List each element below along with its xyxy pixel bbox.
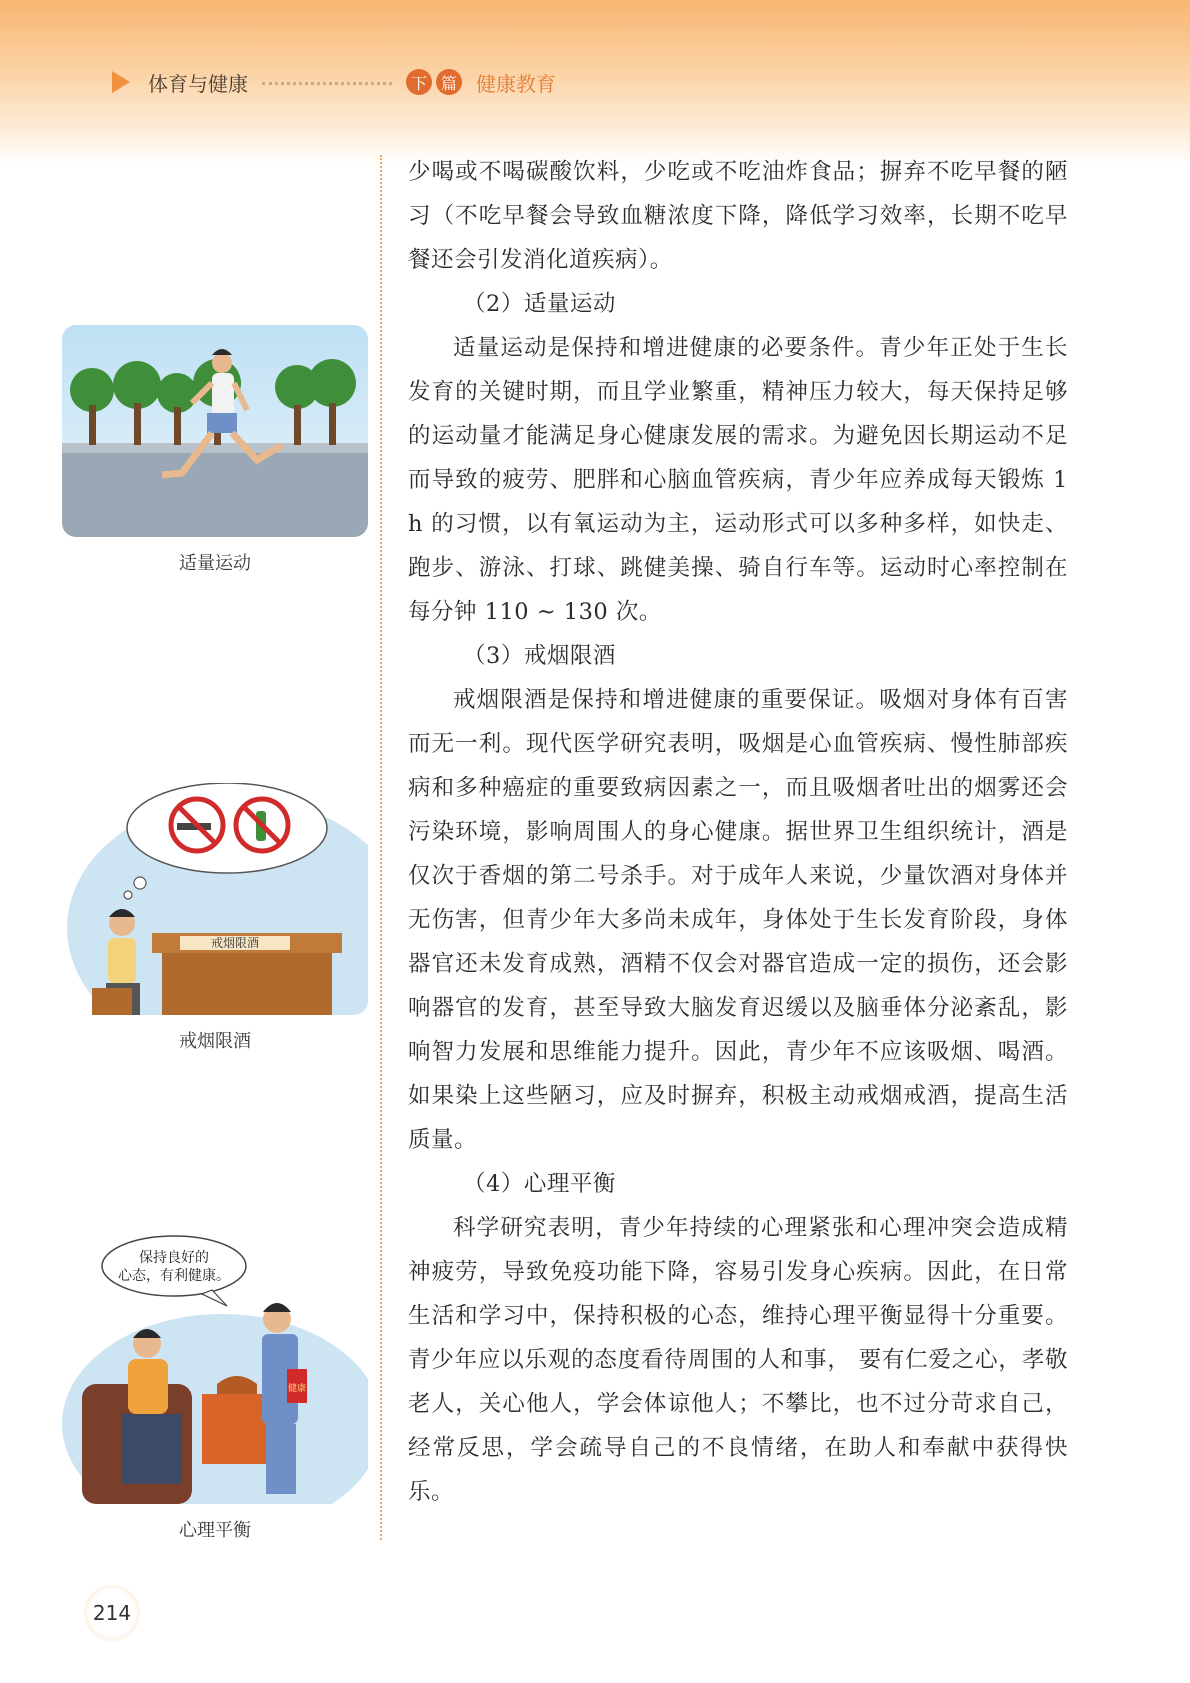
part-badge-2: 篇	[436, 69, 462, 95]
no-smoking-drinking-illustration	[62, 783, 368, 1015]
page-number: 214	[84, 1585, 140, 1641]
figure-mental	[62, 1234, 368, 1542]
caption-exercise: 适量运动	[179, 553, 251, 574]
triangle-marker-icon	[112, 71, 130, 93]
section-name: 健康教育	[476, 71, 556, 96]
part-badge-1: 下	[406, 69, 432, 95]
running-illustration	[62, 325, 368, 537]
speech-line-1: 保持良好的	[139, 1250, 209, 1266]
paragraph-exercise: 适量运动是保持和增进健康的必要条件。青少年正处于生长发育的关键时期，而且学业繁重，精神压力较大，每天保持足够的运动量才能满足身心健康发展的需求。为避免因长期运动不足而导致的疲劳、肥胖和心脑血管疾病，青少年应养成每天锻炼 1 h 的习惯，以有氧运动为主，运动形式可以多种多样，如快走、跑步、游泳、打球、跳健美操、骑自行车等。运动时心率控制在每分钟 110 ~ 130 次。	[408, 335, 1068, 625]
figure-exercise	[62, 325, 368, 575]
main-text	[408, 150, 1068, 1514]
caption-mental: 心理平衡	[179, 1520, 251, 1541]
paragraph-smoking: 戒烟限酒是保持和增进健康的重要保证。吸烟对身体有百害而无一利。现代医学研究表明，吸烟是心血管疾病、慢性肺部疾病和多种癌症的重要致病因素之一，而且吸烟者吐出的烟雾还会污染环境，影响周围人的身心健康。据世界卫生组织统计，酒是仅次于香烟的第二号杀手。对于成年人来说，少量饮酒对身体并无伤害，但青少年大多尚未成年，身体处于生长发育阶段，身体器官还未发育成熟，酒精不仅会对器官造成一定的损伤，还会影响器官的发育，甚至导致大脑发育迟缓以及脑垂体分泌紊乱，影响智力发展和思维能力提升。因此，青少年不应该吸烟、喝酒。如果染上这些陋习，应及时摒弃，积极主动戒烟戒酒，提高生活质量。	[408, 687, 1068, 1153]
heading-mental: （4）心理平衡	[463, 1171, 616, 1197]
book-title: 体育与健康	[148, 71, 248, 96]
heading-exercise: （2）适量运动	[463, 291, 616, 317]
running-header	[112, 64, 556, 100]
figure-smoking	[62, 783, 368, 1053]
no-smoking-icon	[171, 799, 223, 851]
dotted-leader	[262, 80, 392, 85]
column-divider	[380, 155, 382, 1540]
caption-smoking: 戒烟限酒	[179, 1031, 251, 1052]
no-drinking-icon	[236, 799, 288, 851]
book-cover-text: 健康	[287, 1384, 307, 1394]
paragraph-diet: 少喝或不喝碳酸饮料，少吃或不吃油炸食品；摒弃不吃早餐的陋习（不吃早餐会导致血糖浓度下降，降低学习效率，长期不吃早餐还会引发消化道疾病）。	[408, 159, 1068, 273]
heading-smoking: （3）戒烟限酒	[463, 643, 616, 669]
scroll-text: 戒烟限酒	[210, 936, 260, 950]
speech-line-2: 心态，有利健康。	[118, 1268, 230, 1284]
mental-balance-illustration	[62, 1234, 368, 1504]
paragraph-mental: 科学研究表明，青少年持续的心理紧张和心理冲突会造成精神疲劳，导致免疫功能下降，容易引发身心疾病。因此，在日常生活和学习中，保持积极的心态，维持心理平衡显得十分重要。青少年应以乐观的态度看待周围的人和事， 要有仁爱之心，孝敬老人，关心他人，学会体谅他人；不攀比，也不过分苛求自己，经常反思，学会疏导自己的不良情绪，在助人和奉献中获得快乐。	[408, 1215, 1068, 1505]
